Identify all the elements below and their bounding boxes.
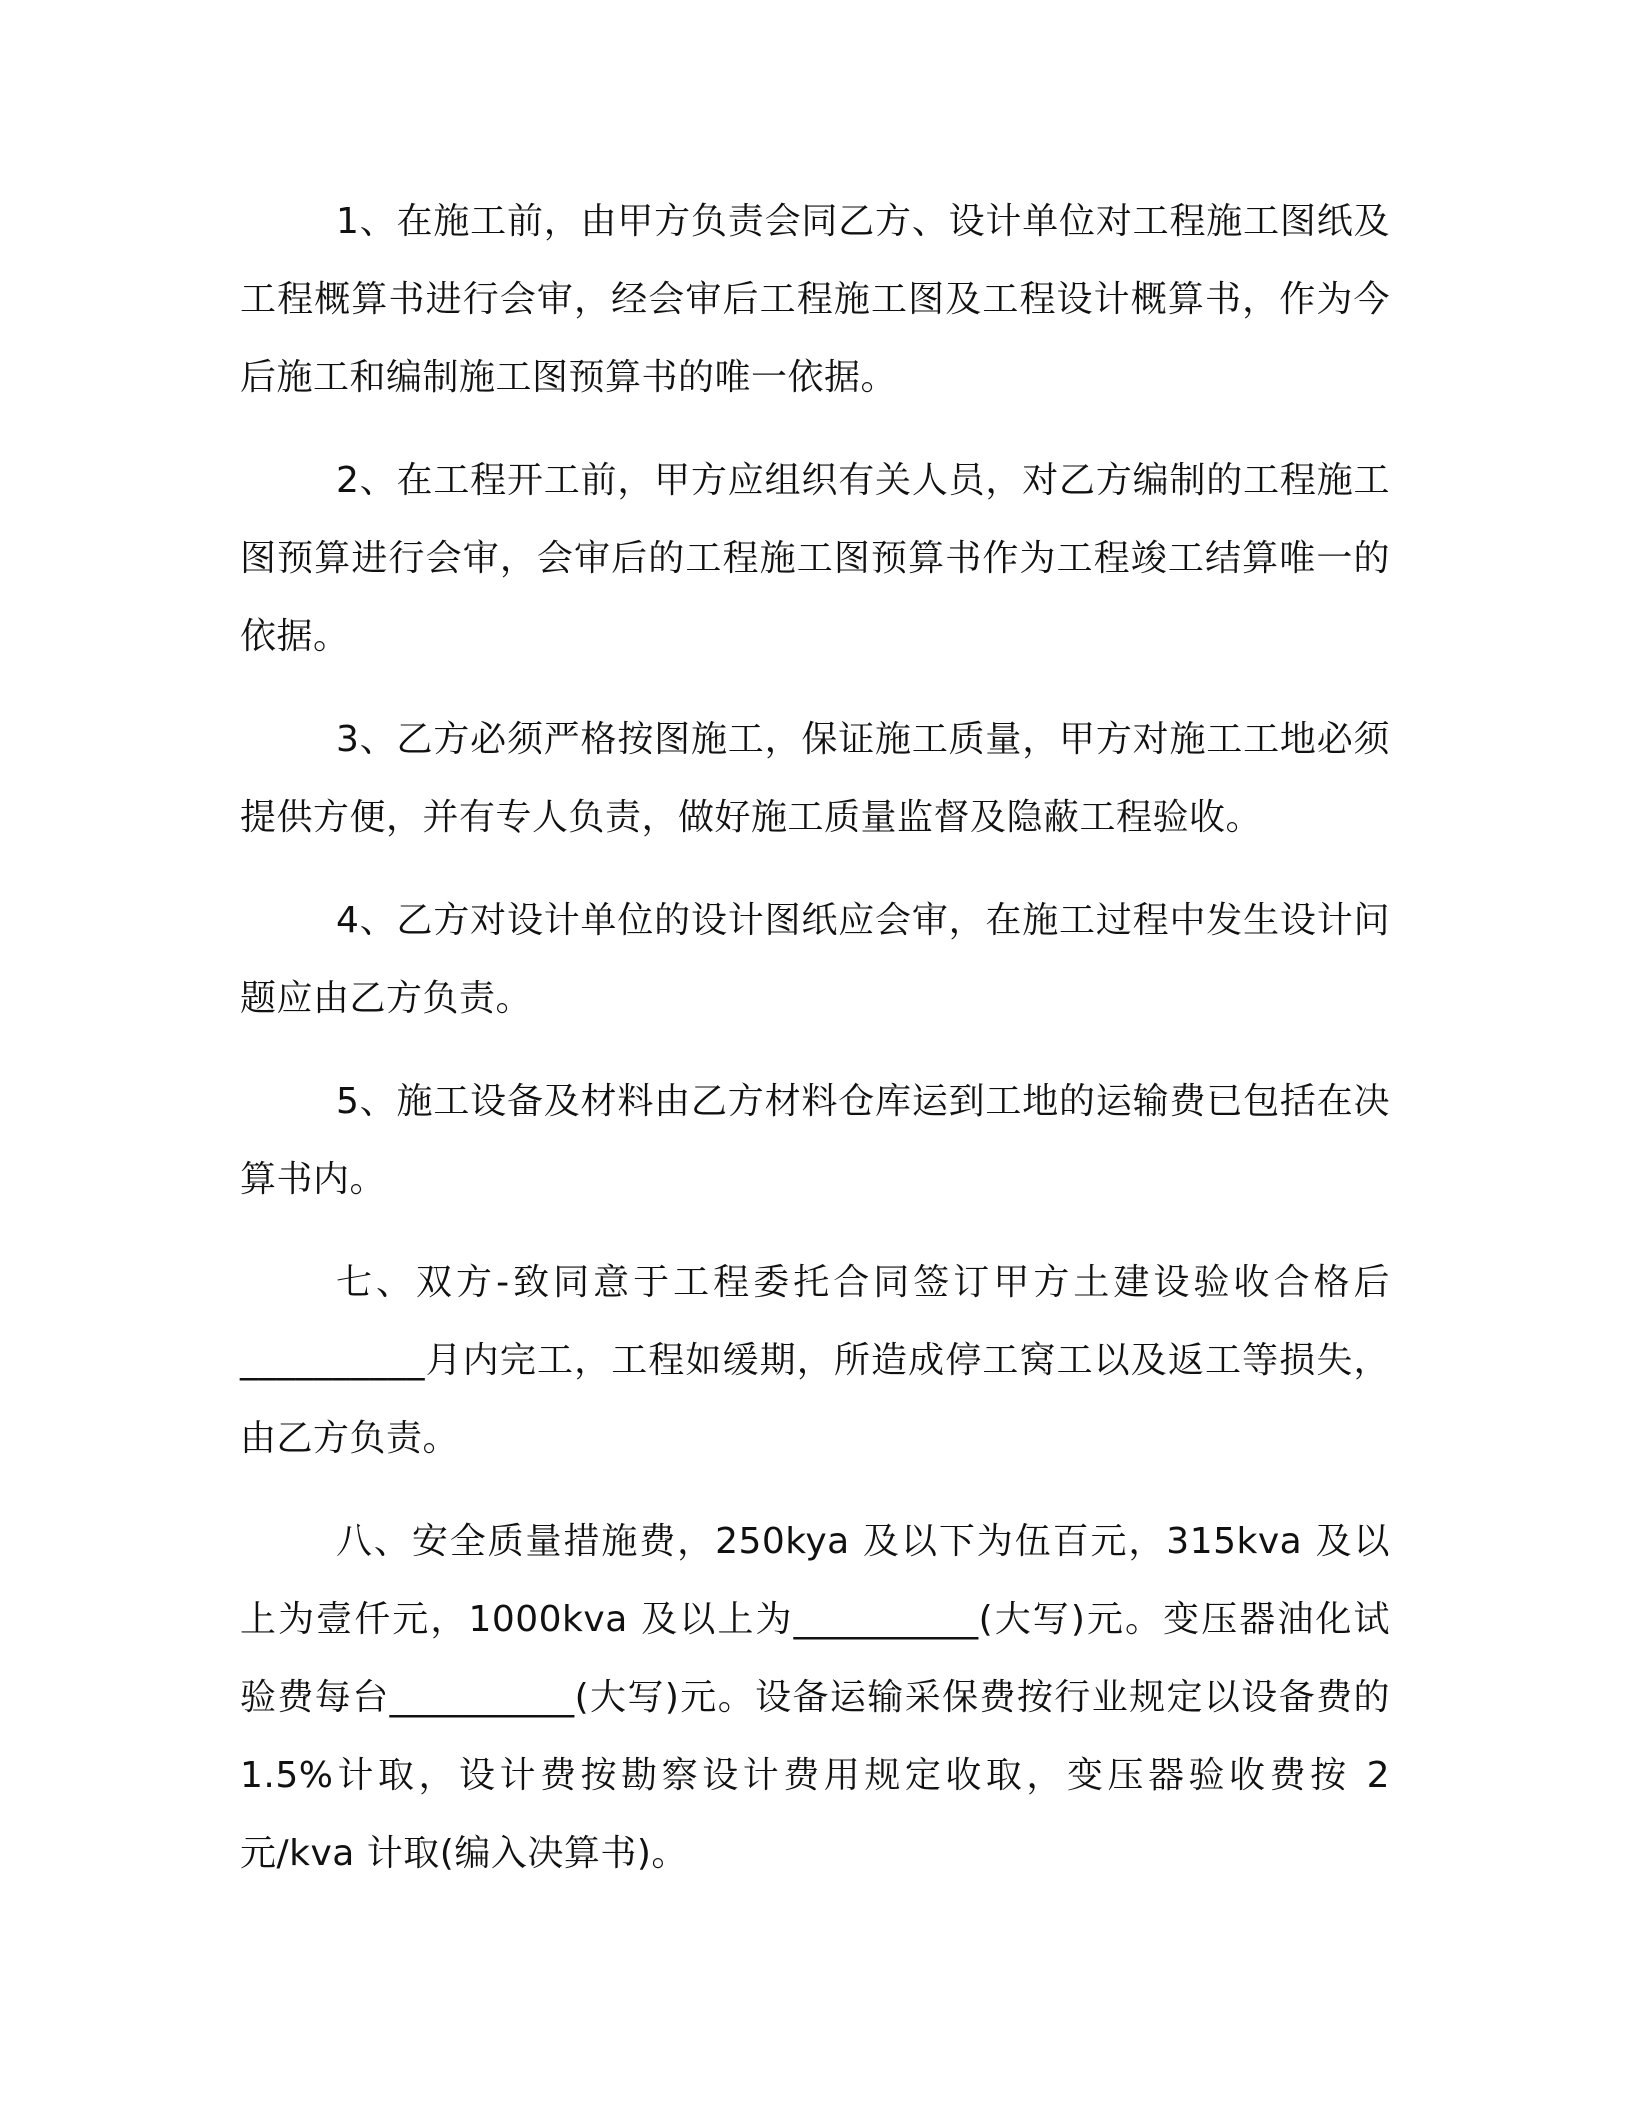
paragraph-3: 3、乙方必须严格按图施工，保证施工质量，甲方对施工工地必须提供方便，并有专人负责，做好施工质量监督及隐蔽工程验收。 (240, 719, 1390, 838)
document-body (240, 183, 1390, 1918)
paragraph-2: 2、在工程开工前，甲方应组织有关人员，对乙方编制的工程施工图预算进行会审，会审后的工程施工图预算书作为工程竣工结算唯一的依据。 (240, 460, 1390, 657)
paragraph-5: 5、施工设备及材料由乙方材料仓库运到工地的运输费已包括在决算书内。 (240, 1081, 1390, 1200)
paragraph-8: 八、安全质量措施费，250kya 及以下为伍百元，315kva 及以上为壹仟元，1000kva 及以上为__________(大写)元。变压器油化试验费每台__________(大写)元。设备运输采保费按行业规定以设备费的1.5%计取，设计费按勘察设计费用规定收取，变压器验收费按 2 元/kva 计取(编入决算书)。 (240, 1521, 1390, 1874)
paragraph-4: 4、乙方对设计单位的设计图纸应会审，在施工过程中发生设计问题应由乙方负责。 (240, 900, 1390, 1019)
paragraph-1: 1、在施工前，由甲方负责会同乙方、设计单位对工程施工图纸及工程概算书进行会审，经会审后工程施工图及工程设计概算书，作为今后施工和编制施工图预算书的唯一依据。 (240, 201, 1390, 398)
paragraph-7: 七、双方-致同意于工程委托合同签订甲方土建设验收合格后__________月内完工，工程如缓期，所造成停工窝工以及返工等损失，由乙方负责。 (240, 1262, 1390, 1459)
